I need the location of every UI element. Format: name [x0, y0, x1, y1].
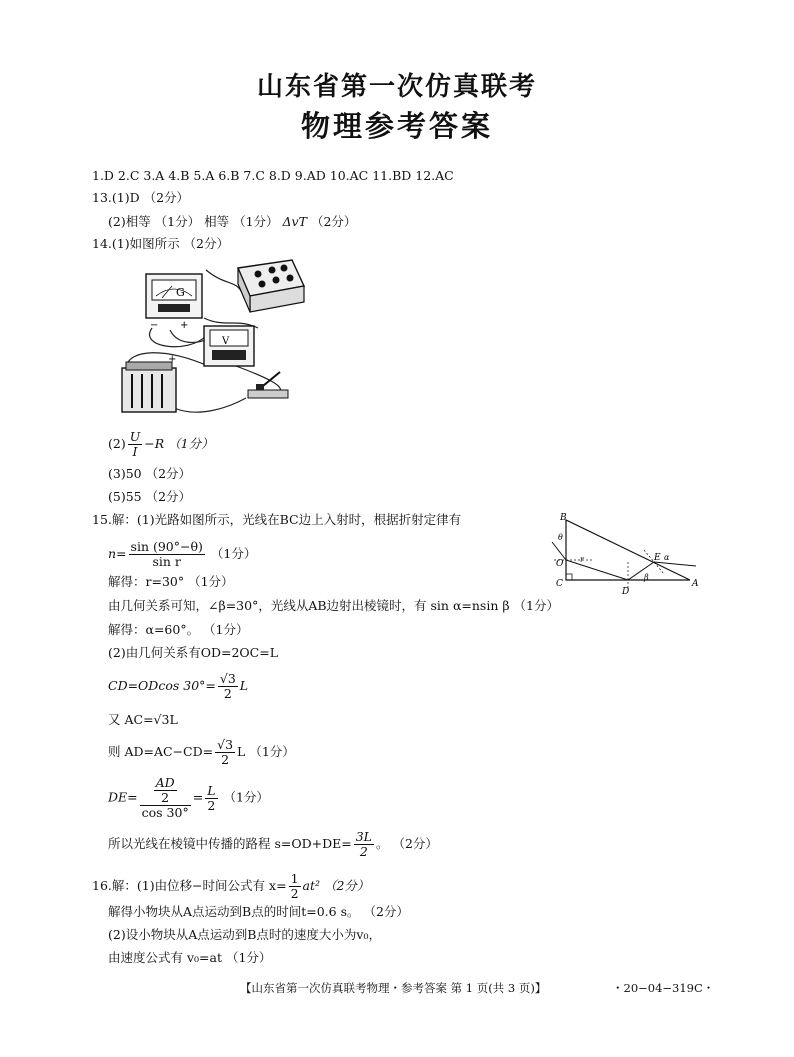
page-subtitle: 物理参考答案 [300, 109, 493, 143]
q15-ad-den: 2 [221, 752, 230, 767]
prism-diagram [550, 510, 710, 600]
q15-de [108, 776, 269, 820]
q15-alpha: 解得：α=60°。 （1分） [108, 622, 249, 637]
page-title: 山东省第一次仿真联考 [256, 72, 537, 102]
q15-n-fraction [129, 540, 205, 569]
q13-part2-formula: ΔvT [282, 214, 307, 229]
footer-code: ・20−04−319C・ [612, 981, 715, 995]
q15-de-result-num: L [207, 782, 216, 798]
q15-cd-text: CD=ODcos 30°= [108, 678, 216, 693]
battery-plus: + [168, 354, 177, 365]
q15-n-label: n= [108, 546, 127, 561]
label-theta: θ [558, 533, 563, 542]
q15-path-num: 3L [355, 829, 372, 844]
q15-cd-den: 2 [223, 686, 232, 701]
q15-de-result-den: 2 [207, 797, 216, 813]
q15-cd [108, 672, 248, 701]
q15-path [108, 830, 438, 859]
q13-part2 [108, 214, 356, 230]
label-B: B [560, 513, 567, 523]
galvanometer-minus: − [150, 320, 159, 331]
q14-part2-rest: −R （1分） [144, 436, 214, 451]
q15-de-numerator [140, 776, 191, 806]
q13-part1: 13.(1)D （2分） [92, 190, 190, 205]
q15-de-label: DE= [108, 789, 138, 805]
q15-r: 解得：r=30° （1分） [108, 574, 234, 589]
q15-ad [108, 738, 295, 767]
q14-part5: (5)55 （2分） [108, 489, 192, 504]
q15-ad-score: L （1分） [237, 744, 295, 759]
q15-ac: 又 AC=√3L [108, 712, 178, 727]
q15-n-den: sin r [152, 554, 181, 569]
galvanometer-label: G [176, 286, 185, 299]
q16-text: 16.解：(1)由位移−时间公式有 x= [92, 878, 287, 893]
q15-geometry: 由几何关系可知，∠β=30°，光线从AB边射出棱镜时，有 sin α=nsin β （1分） [108, 598, 560, 613]
q16-velocity: 由速度公式有 v₀=at （1分） [108, 950, 272, 965]
q15-de-result-fraction [205, 784, 217, 813]
label-D: D [622, 587, 630, 597]
q15-de-inner-den: 2 [161, 790, 170, 805]
q14-fraction [128, 430, 143, 459]
q15-path-fraction [354, 830, 374, 859]
q15-ad-text: 则 AD=AC−CD= [108, 744, 214, 759]
q15-cd-num: √3 [219, 671, 236, 686]
choice-answers: 1.D 2.C 3.A 4.B 5.A 6.B 7.C 8.D 9.AD 10.AC 11.BD 12.AC [92, 168, 454, 183]
q15-ad-fraction [215, 738, 235, 767]
q13-part2-score: （2分） [310, 214, 357, 229]
q15-de-inner-num: AD [155, 775, 175, 790]
label-A: A [692, 579, 699, 589]
q15-de-score: （1分） [223, 789, 269, 805]
q15-n-score: （1分） [210, 546, 257, 561]
q15-path-score: 。 （2分） [376, 836, 438, 851]
q14-part1: 14.(1)如图所示 （2分） [92, 236, 230, 251]
q15-de-den: cos 30° [141, 805, 189, 820]
q15-de-inner-fraction [154, 776, 177, 805]
q15-ad-num: √3 [217, 737, 234, 752]
q15-path-text: 所以光线在棱镜中传播的路程 s=OD+DE= [108, 836, 352, 851]
q16-part2: (2)设小物块从A点运动到B点时的速度大小为v₀， [108, 927, 381, 942]
q15-part2: (2)由几何关系有OD=2OC=L [108, 645, 278, 660]
q15-refraction [108, 540, 256, 569]
q16-num: 1 [290, 871, 299, 886]
galvanometer-plus: + [180, 320, 189, 331]
label-r: r [580, 555, 584, 564]
q15-intro: 15.解：(1)光路如图所示，光线在BC边上入射时，根据折射定律有 [92, 512, 462, 527]
q14-fraction-den: I [132, 444, 138, 459]
label-O: O [556, 559, 564, 569]
q15-cd-fraction [218, 672, 238, 701]
q14-fraction-num: U [129, 429, 141, 444]
q13-part2-text: (2)相等 （1分） 相等 （1分） [108, 214, 279, 229]
footer-left: 【山东省第一次仿真联考物理・参考答案 第 1 页(共 3 页)】 [240, 981, 547, 995]
q14-part3: (3)50 （2分） [108, 466, 192, 481]
q16-time: 解得小物块从A点运动到B点的时间t=0.6 s。 （2分） [108, 904, 409, 919]
label-alpha: α [664, 553, 670, 562]
q14-part2 [108, 430, 214, 459]
circuit-diagram [108, 258, 308, 418]
q15-n-num: sin (90°−θ) [130, 539, 203, 554]
label-E: E [654, 553, 661, 563]
q16-fraction [289, 872, 301, 901]
voltmeter-label: V [222, 336, 230, 347]
q15-de-equals: = [192, 789, 204, 805]
q16-den: 2 [290, 886, 299, 901]
q15-path-den: 2 [359, 844, 368, 859]
label-C: C [556, 579, 563, 589]
label-beta: β [644, 573, 649, 582]
q14-part2-label: (2) [108, 436, 126, 451]
q16-part1 [92, 872, 369, 901]
q15-cd-unit: L [239, 678, 249, 693]
q16-formula-rest: at² （2分） [302, 878, 370, 893]
q15-de-fraction [140, 776, 191, 820]
